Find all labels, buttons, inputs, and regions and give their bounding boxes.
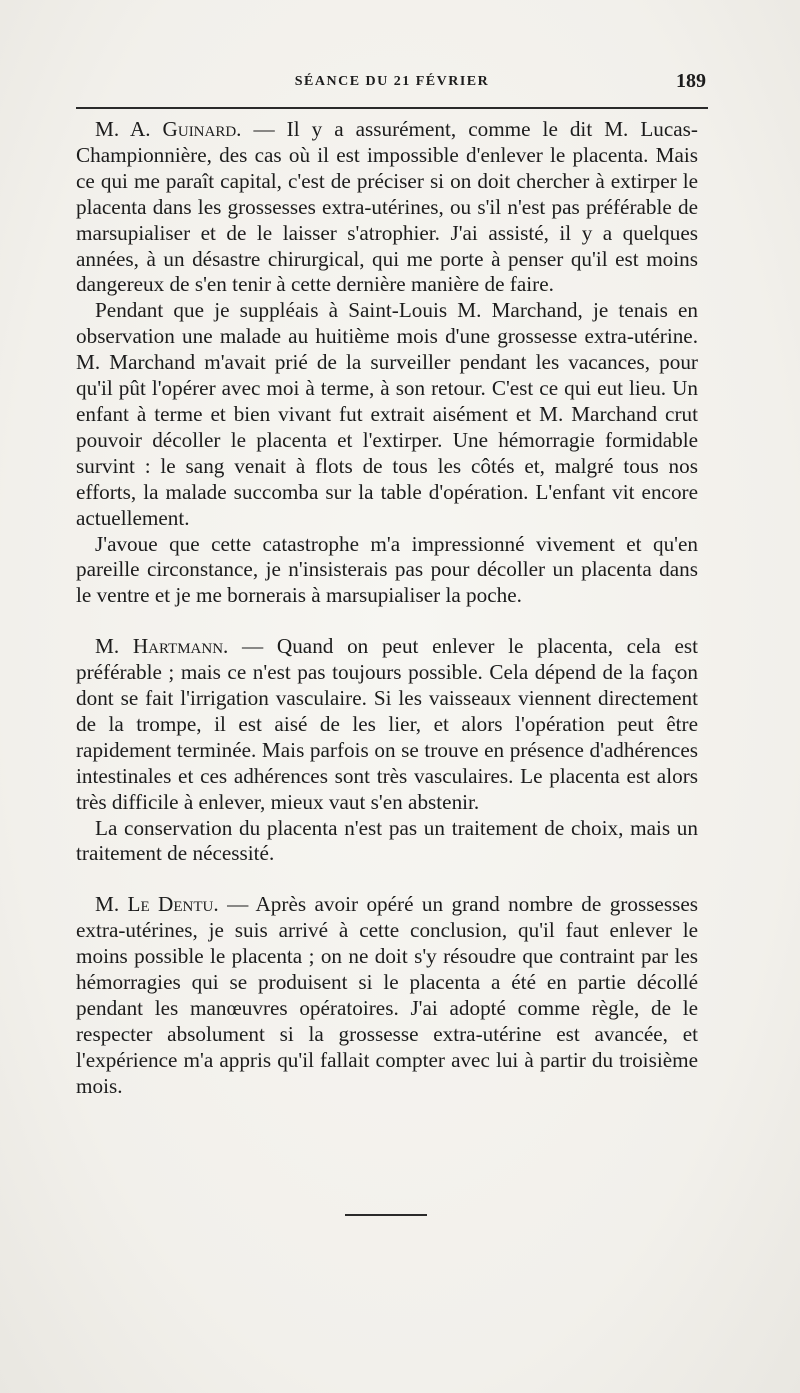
page-number: 189	[676, 70, 706, 92]
guinard-paragraph-2: Pendant que je suppléais à Saint-Louis M. Marchand, je tenais en observation une malade au huitième mois d'une grossesse extra-utérine. M. Marchand m'avait prié de la surveiller pendant les vacances, pour qu'il pût l'opérer avec moi à terme, à son retour. C'est ce qui eut lieu. Un enfant à terme et bien vivant fut extrait aisément et M. Marchand crut pouvoir décoller le placenta et l'extirper. Une hémorragie formidable survint : le sang venait à flots de tous les côtés et, malgré tous nos efforts, la malade succomba sur la table d'opération. L'enfant vit encore actuellement.	[76, 298, 698, 530]
section-end-rule	[345, 1214, 427, 1216]
guinard-paragraph-1	[76, 117, 698, 298]
speaker-ledentu: M. Le Dentu.	[95, 892, 219, 917]
guinard-paragraph-3: J'avoue que cette catastrophe m'a impressionné vivement et qu'en pareille circonstance, je n'insisterais pas pour décoller un placenta dans le ventre et je me bornerais à marsupialiser la poche.	[76, 531, 698, 608]
hartmann-text-1: — Quand on peut enlever le placenta, cela est préférable ; mais ce n'est pas toujours possible. Cela dépend de la façon dont se fait l'irrigation vasculaire. Si les vaisseaux viennent directement de la trompe, il est aisé de les lier, et alors l'opération peut être rapidement terminée. Mais parfois on se trouve en présence d'adhérences intestinales et ces adhérences sont très vasculaires. Le placenta est alors très difficile à enlever, mieux vaut s'en abstenir.	[76, 634, 698, 814]
guinard-text-1: — Il y a assurément, comme le dit M. Lucas-Championnière, des cas où il est impossible d'enlever le placenta. Mais ce qui me paraît capital, c'est de préciser si on doit chercher à extirper le placenta dans les grossesses extra-utérines, ou s'il n'est pas préférable de marsupialiser et de le laisser s'atrophier. J'ai assisté, il y a quelques années, à un désastre chirurgical, qui me porte à penser qu'il est moins dangereux de s'en tenir à cette dernière manière de faire.	[76, 117, 698, 297]
ledentu-paragraph-1	[76, 892, 698, 1099]
ledentu-text-1: — Après avoir opéré un grand nombre de grossesses extra-utérines, je suis arrivé à cette conclusion, qu'il faut enlever le moins possible le placenta ; on ne doit s'y résoudre que contraint par les hémorragies qui se produisent si le placenta a été en partie décollé pendant les manœuvres opératoires. J'ai adopté comme règle, de le respecter absolument si la grossesse extra-utérine est avancée, et l'expérience m'a appris qu'il fallait compter avec lui à partir du troisième mois.	[76, 892, 698, 1098]
speaker-hartmann: M. Hartmann.	[95, 634, 229, 659]
hartmann-paragraph-1	[76, 634, 698, 815]
speaker-guinard: M. A. Guinard.	[95, 117, 242, 141]
header-rule	[76, 107, 708, 109]
body-text	[76, 117, 698, 1100]
page-header	[76, 72, 708, 98]
hartmann-paragraph-2: La conservation du placenta n'est pas un traitement de choix, mais un traitement de nécessité.	[76, 815, 698, 866]
running-head: SÉANCE DU 21 FÉVRIER	[294, 74, 490, 89]
